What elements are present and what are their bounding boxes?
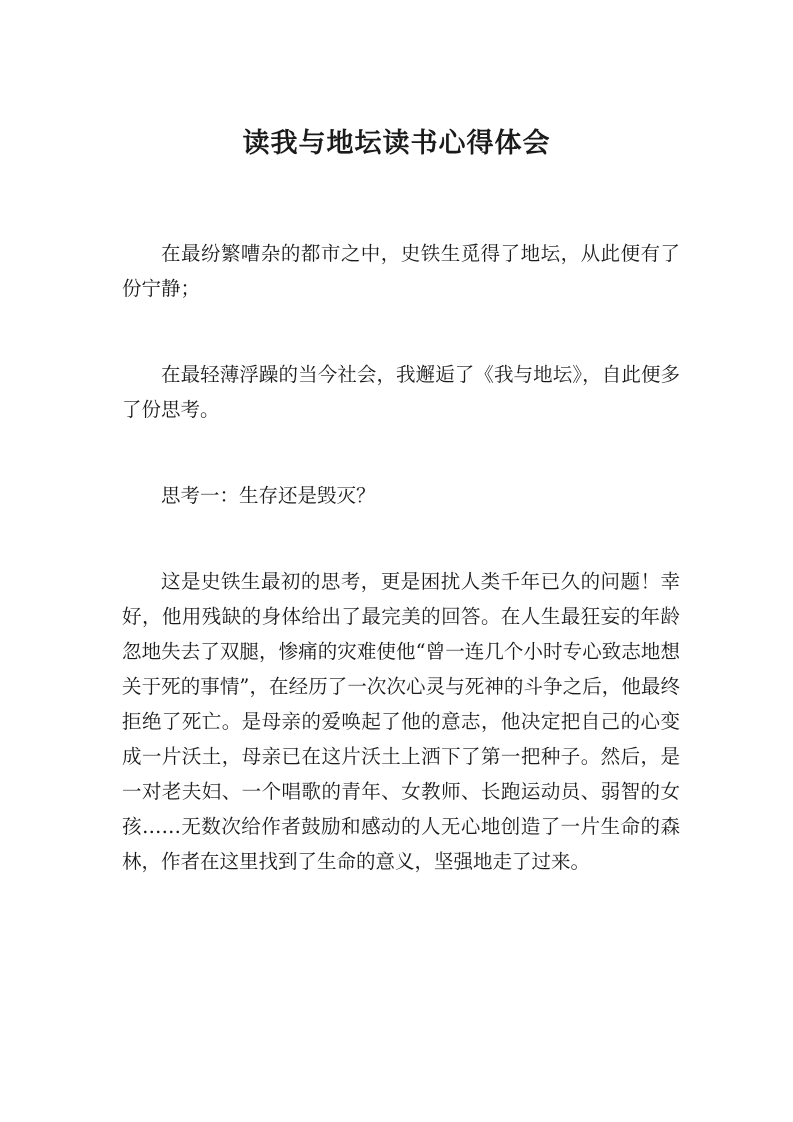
section-heading-thought-1: 思考一：生存还是毁灭？ xyxy=(161,484,376,507)
document-title: 读我与地坛读书心得体会 xyxy=(242,128,551,159)
paragraph-intro-2: 在最轻薄浮躁的当今社会，我邂逅了《我与地坛》，自此便多了份思考。 xyxy=(122,363,680,421)
document-body xyxy=(122,236,680,879)
paragraph-intro-1: 在最纷繁嘈杂的都市之中，史铁生觅得了地坛，从此便有了份宁静； xyxy=(122,242,680,300)
paragraph-thought-1-body: 这是史铁生最初的思考，更是困扰人类千年已久的问题！幸好，他用残缺的身体给出了最完美的回答。在人生最狂妄的年龄忽地失去了双腿，惨痛的灾难使他“曾一连几个小时专心致志地想关于死的事情”，在经历了一次次心灵与死神的斗争之后，他最终拒绝了死亡。是母亲的爱唤起了他的意志，他决定把自己的心变成一片沃土，母亲已在这片沃土上洒下了第一把种子。然后，是一对老夫妇、一个唱歌的青年、女教师、长跑运动员、弱智的女孩……无数次给作者鼓励和感动的人无心地创造了一片生命的森林，作者在这里找到了生命的意义，坚强地走了过来。 xyxy=(122,570,680,873)
